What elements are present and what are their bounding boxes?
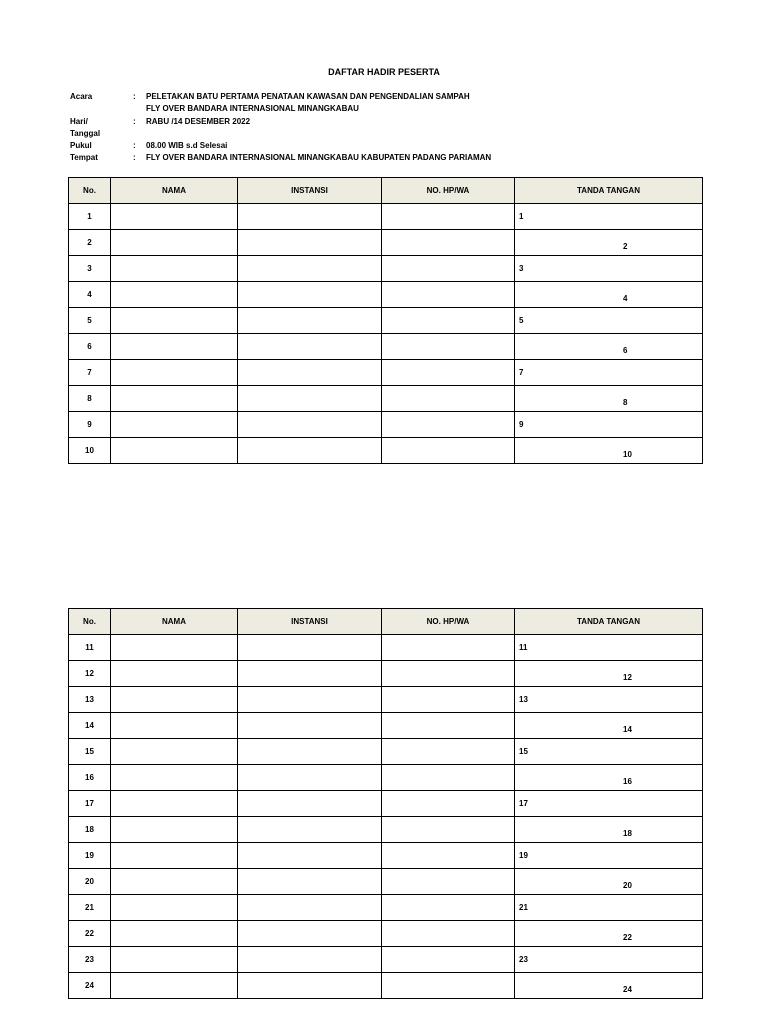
table-row — [69, 360, 703, 386]
table-row — [69, 713, 703, 739]
signature-number: 14 — [623, 725, 632, 734]
instansi-cell[interactable] — [238, 739, 382, 765]
table-row — [69, 386, 703, 412]
instansi-cell[interactable] — [238, 869, 382, 895]
signature-number: 10 — [623, 450, 632, 459]
row-number: 17 — [69, 791, 111, 817]
nama-cell[interactable] — [111, 334, 238, 360]
row-number: 9 — [69, 412, 111, 438]
row-number: 14 — [69, 713, 111, 739]
table-row — [69, 817, 703, 843]
signature-number: 20 — [623, 881, 632, 890]
row-number: 11 — [69, 635, 111, 661]
no-hp-cell[interactable] — [382, 308, 515, 334]
signature-cell[interactable] — [515, 204, 703, 230]
row-number: 13 — [69, 687, 111, 713]
colon: : — [133, 92, 136, 101]
signature-cell[interactable] — [515, 687, 703, 713]
nama-cell[interactable] — [111, 687, 238, 713]
nama-cell[interactable] — [111, 895, 238, 921]
no-hp-cell[interactable] — [382, 256, 515, 282]
nama-cell[interactable] — [111, 843, 238, 869]
row-number: 18 — [69, 817, 111, 843]
no-hp-cell[interactable] — [382, 334, 515, 360]
signature-cell[interactable] — [515, 765, 703, 791]
row-number: 19 — [69, 843, 111, 869]
row-number: 4 — [69, 282, 111, 308]
no-hp-cell[interactable] — [382, 282, 515, 308]
nama-cell[interactable] — [111, 386, 238, 412]
signature-cell[interactable] — [515, 661, 703, 687]
instansi-cell[interactable] — [238, 412, 382, 438]
table-row — [69, 256, 703, 282]
tempat-value: FLY OVER BANDARA INTERNASIONAL MINANGKABAU KABUPATEN PADANG PARIAMAN — [146, 153, 492, 162]
no-hp-cell[interactable] — [382, 947, 515, 973]
nama-cell[interactable] — [111, 282, 238, 308]
table-row — [69, 661, 703, 687]
signature-cell[interactable] — [515, 739, 703, 765]
no-hp-cell[interactable] — [382, 973, 515, 999]
signature-number: 2 — [623, 242, 628, 251]
colon: : — [133, 141, 136, 150]
signature-number: 7 — [519, 368, 524, 377]
nama-cell[interactable] — [111, 661, 238, 687]
instansi-cell[interactable] — [238, 360, 382, 386]
colon: : — [133, 117, 136, 126]
colon: : — [133, 153, 136, 162]
instansi-cell[interactable] — [238, 230, 382, 256]
instansi-cell[interactable] — [238, 921, 382, 947]
table-row — [69, 204, 703, 230]
no-hp-cell[interactable] — [382, 386, 515, 412]
signature-cell[interactable] — [515, 230, 703, 256]
row-number: 3 — [69, 256, 111, 282]
row-number: 6 — [69, 334, 111, 360]
instansi-cell[interactable] — [238, 843, 382, 869]
signature-cell[interactable] — [515, 282, 703, 308]
row-number: 2 — [69, 230, 111, 256]
signature-number: 13 — [519, 695, 528, 704]
row-number: 21 — [69, 895, 111, 921]
no-hp-cell[interactable] — [382, 765, 515, 791]
signature-cell[interactable] — [515, 438, 703, 464]
no-hp-cell[interactable] — [382, 713, 515, 739]
nama-cell[interactable] — [111, 765, 238, 791]
nama-cell[interactable] — [111, 947, 238, 973]
hari-value: RABU /14 DESEMBER 2022 — [146, 117, 251, 126]
signature-cell[interactable] — [515, 947, 703, 973]
nama-cell[interactable] — [111, 713, 238, 739]
signature-number: 21 — [519, 903, 528, 912]
row-number: 8 — [69, 386, 111, 412]
instansi-cell[interactable] — [238, 386, 382, 412]
nama-cell[interactable] — [111, 817, 238, 843]
column-header-tanda-tangan: TANDA TANGAN — [515, 178, 703, 204]
instansi-cell[interactable] — [238, 791, 382, 817]
instansi-cell[interactable] — [238, 438, 382, 464]
signature-cell[interactable] — [515, 256, 703, 282]
nama-cell[interactable] — [111, 308, 238, 334]
signature-cell[interactable] — [515, 412, 703, 438]
no-hp-cell[interactable] — [382, 635, 515, 661]
acara-label: Acara — [70, 92, 93, 101]
column-header-nama: NAMA — [111, 609, 238, 635]
signature-cell[interactable] — [515, 895, 703, 921]
signature-number: 5 — [519, 316, 524, 325]
row-number: 24 — [69, 973, 111, 999]
instansi-cell[interactable] — [238, 817, 382, 843]
nama-cell[interactable] — [111, 412, 238, 438]
signature-number: 15 — [519, 747, 528, 756]
nama-cell[interactable] — [111, 204, 238, 230]
table-row — [69, 765, 703, 791]
hari-label-line1: Hari/ — [70, 117, 88, 126]
nama-cell[interactable] — [111, 635, 238, 661]
signature-cell[interactable] — [515, 386, 703, 412]
instansi-cell[interactable] — [238, 765, 382, 791]
row-number: 1 — [69, 204, 111, 230]
hari-label-line2: Tanggal — [70, 129, 101, 138]
row-number: 12 — [69, 661, 111, 687]
nama-cell[interactable] — [111, 256, 238, 282]
nama-cell[interactable] — [111, 739, 238, 765]
table-row — [69, 791, 703, 817]
signature-number: 23 — [519, 955, 528, 964]
column-header-instansi: INSTANSI — [238, 178, 382, 204]
signature-number: 12 — [623, 673, 632, 682]
instansi-cell[interactable] — [238, 282, 382, 308]
table-row — [69, 230, 703, 256]
no-hp-cell[interactable] — [382, 687, 515, 713]
table-row — [69, 412, 703, 438]
signature-number: 1 — [519, 212, 524, 221]
table-row — [69, 973, 703, 999]
instansi-cell[interactable] — [238, 334, 382, 360]
signature-number: 22 — [623, 933, 632, 942]
tempat-label: Tempat — [70, 153, 98, 162]
signature-number: 9 — [519, 420, 524, 429]
column-header-no: No. — [69, 178, 111, 204]
table-row — [69, 334, 703, 360]
table-row — [69, 947, 703, 973]
instansi-cell[interactable] — [238, 973, 382, 999]
instansi-cell[interactable] — [238, 308, 382, 334]
signature-cell[interactable] — [515, 869, 703, 895]
signature-number: 19 — [519, 851, 528, 860]
table-row — [69, 635, 703, 661]
nama-cell[interactable] — [111, 869, 238, 895]
signature-number: 17 — [519, 799, 528, 808]
instansi-cell[interactable] — [238, 895, 382, 921]
table-header-row — [69, 609, 703, 635]
signature-cell[interactable] — [515, 843, 703, 869]
table-row — [69, 438, 703, 464]
acara-value-line2: FLY OVER BANDARA INTERNASIONAL MINANGKABAU — [146, 104, 359, 113]
row-number: 22 — [69, 921, 111, 947]
attendance-table-2 — [68, 608, 703, 999]
table-row — [69, 869, 703, 895]
no-hp-cell[interactable] — [382, 843, 515, 869]
nama-cell[interactable] — [111, 230, 238, 256]
signature-number: 3 — [519, 264, 524, 273]
signature-number: 8 — [623, 398, 628, 407]
table-row — [69, 921, 703, 947]
signature-cell[interactable] — [515, 921, 703, 947]
signature-cell[interactable] — [515, 308, 703, 334]
no-hp-cell[interactable] — [382, 791, 515, 817]
no-hp-cell[interactable] — [382, 895, 515, 921]
signature-cell[interactable] — [515, 791, 703, 817]
no-hp-cell[interactable] — [382, 869, 515, 895]
row-number: 5 — [69, 308, 111, 334]
instansi-cell[interactable] — [238, 687, 382, 713]
column-header-tanda-tangan: TANDA TANGAN — [515, 609, 703, 635]
no-hp-cell[interactable] — [382, 438, 515, 464]
document-title: DAFTAR HADIR PESERTA — [328, 67, 440, 77]
no-hp-cell[interactable] — [382, 204, 515, 230]
column-header-nama: NAMA — [111, 178, 238, 204]
no-hp-cell[interactable] — [382, 817, 515, 843]
signature-number: 6 — [623, 346, 628, 355]
table-row — [69, 282, 703, 308]
instansi-cell[interactable] — [238, 204, 382, 230]
row-number: 23 — [69, 947, 111, 973]
row-number: 15 — [69, 739, 111, 765]
table-header-row — [69, 178, 703, 204]
signature-cell[interactable] — [515, 817, 703, 843]
row-number: 20 — [69, 869, 111, 895]
column-header-no: No. — [69, 609, 111, 635]
no-hp-cell[interactable] — [382, 412, 515, 438]
instansi-cell[interactable] — [238, 947, 382, 973]
row-number: 10 — [69, 438, 111, 464]
pukul-label: Pukul — [70, 141, 92, 150]
table-row — [69, 843, 703, 869]
signature-cell[interactable] — [515, 973, 703, 999]
column-header-no-hp: NO. HP/WA — [382, 609, 515, 635]
no-hp-cell[interactable] — [382, 739, 515, 765]
instansi-cell[interactable] — [238, 256, 382, 282]
signature-number: 16 — [623, 777, 632, 786]
no-hp-cell[interactable] — [382, 661, 515, 687]
nama-cell[interactable] — [111, 438, 238, 464]
instansi-cell[interactable] — [238, 713, 382, 739]
table-row — [69, 895, 703, 921]
row-number: 16 — [69, 765, 111, 791]
nama-cell[interactable] — [111, 921, 238, 947]
acara-value-line1: PELETAKAN BATU PERTAMA PENATAAN KAWASAN DAN PENGENDALIAN SAMPAH — [146, 92, 470, 101]
signature-number: 11 — [519, 643, 528, 652]
row-number: 7 — [69, 360, 111, 386]
no-hp-cell[interactable] — [382, 921, 515, 947]
no-hp-cell[interactable] — [382, 360, 515, 386]
instansi-cell[interactable] — [238, 661, 382, 687]
nama-cell[interactable] — [111, 791, 238, 817]
instansi-cell[interactable] — [238, 635, 382, 661]
table-row — [69, 687, 703, 713]
nama-cell[interactable] — [111, 360, 238, 386]
signature-cell[interactable] — [515, 713, 703, 739]
signature-number: 4 — [623, 294, 628, 303]
pukul-value: 08.00 WIB s.d Selesai — [146, 141, 228, 150]
attendance-table-1 — [68, 177, 703, 464]
signature-cell[interactable] — [515, 334, 703, 360]
nama-cell[interactable] — [111, 973, 238, 999]
signature-number: 18 — [623, 829, 632, 838]
column-header-no-hp: NO. HP/WA — [382, 178, 515, 204]
signature-cell[interactable] — [515, 360, 703, 386]
no-hp-cell[interactable] — [382, 230, 515, 256]
signature-number: 24 — [623, 985, 632, 994]
table-row — [69, 308, 703, 334]
table-row — [69, 739, 703, 765]
column-header-instansi: INSTANSI — [238, 609, 382, 635]
signature-cell[interactable] — [515, 635, 703, 661]
